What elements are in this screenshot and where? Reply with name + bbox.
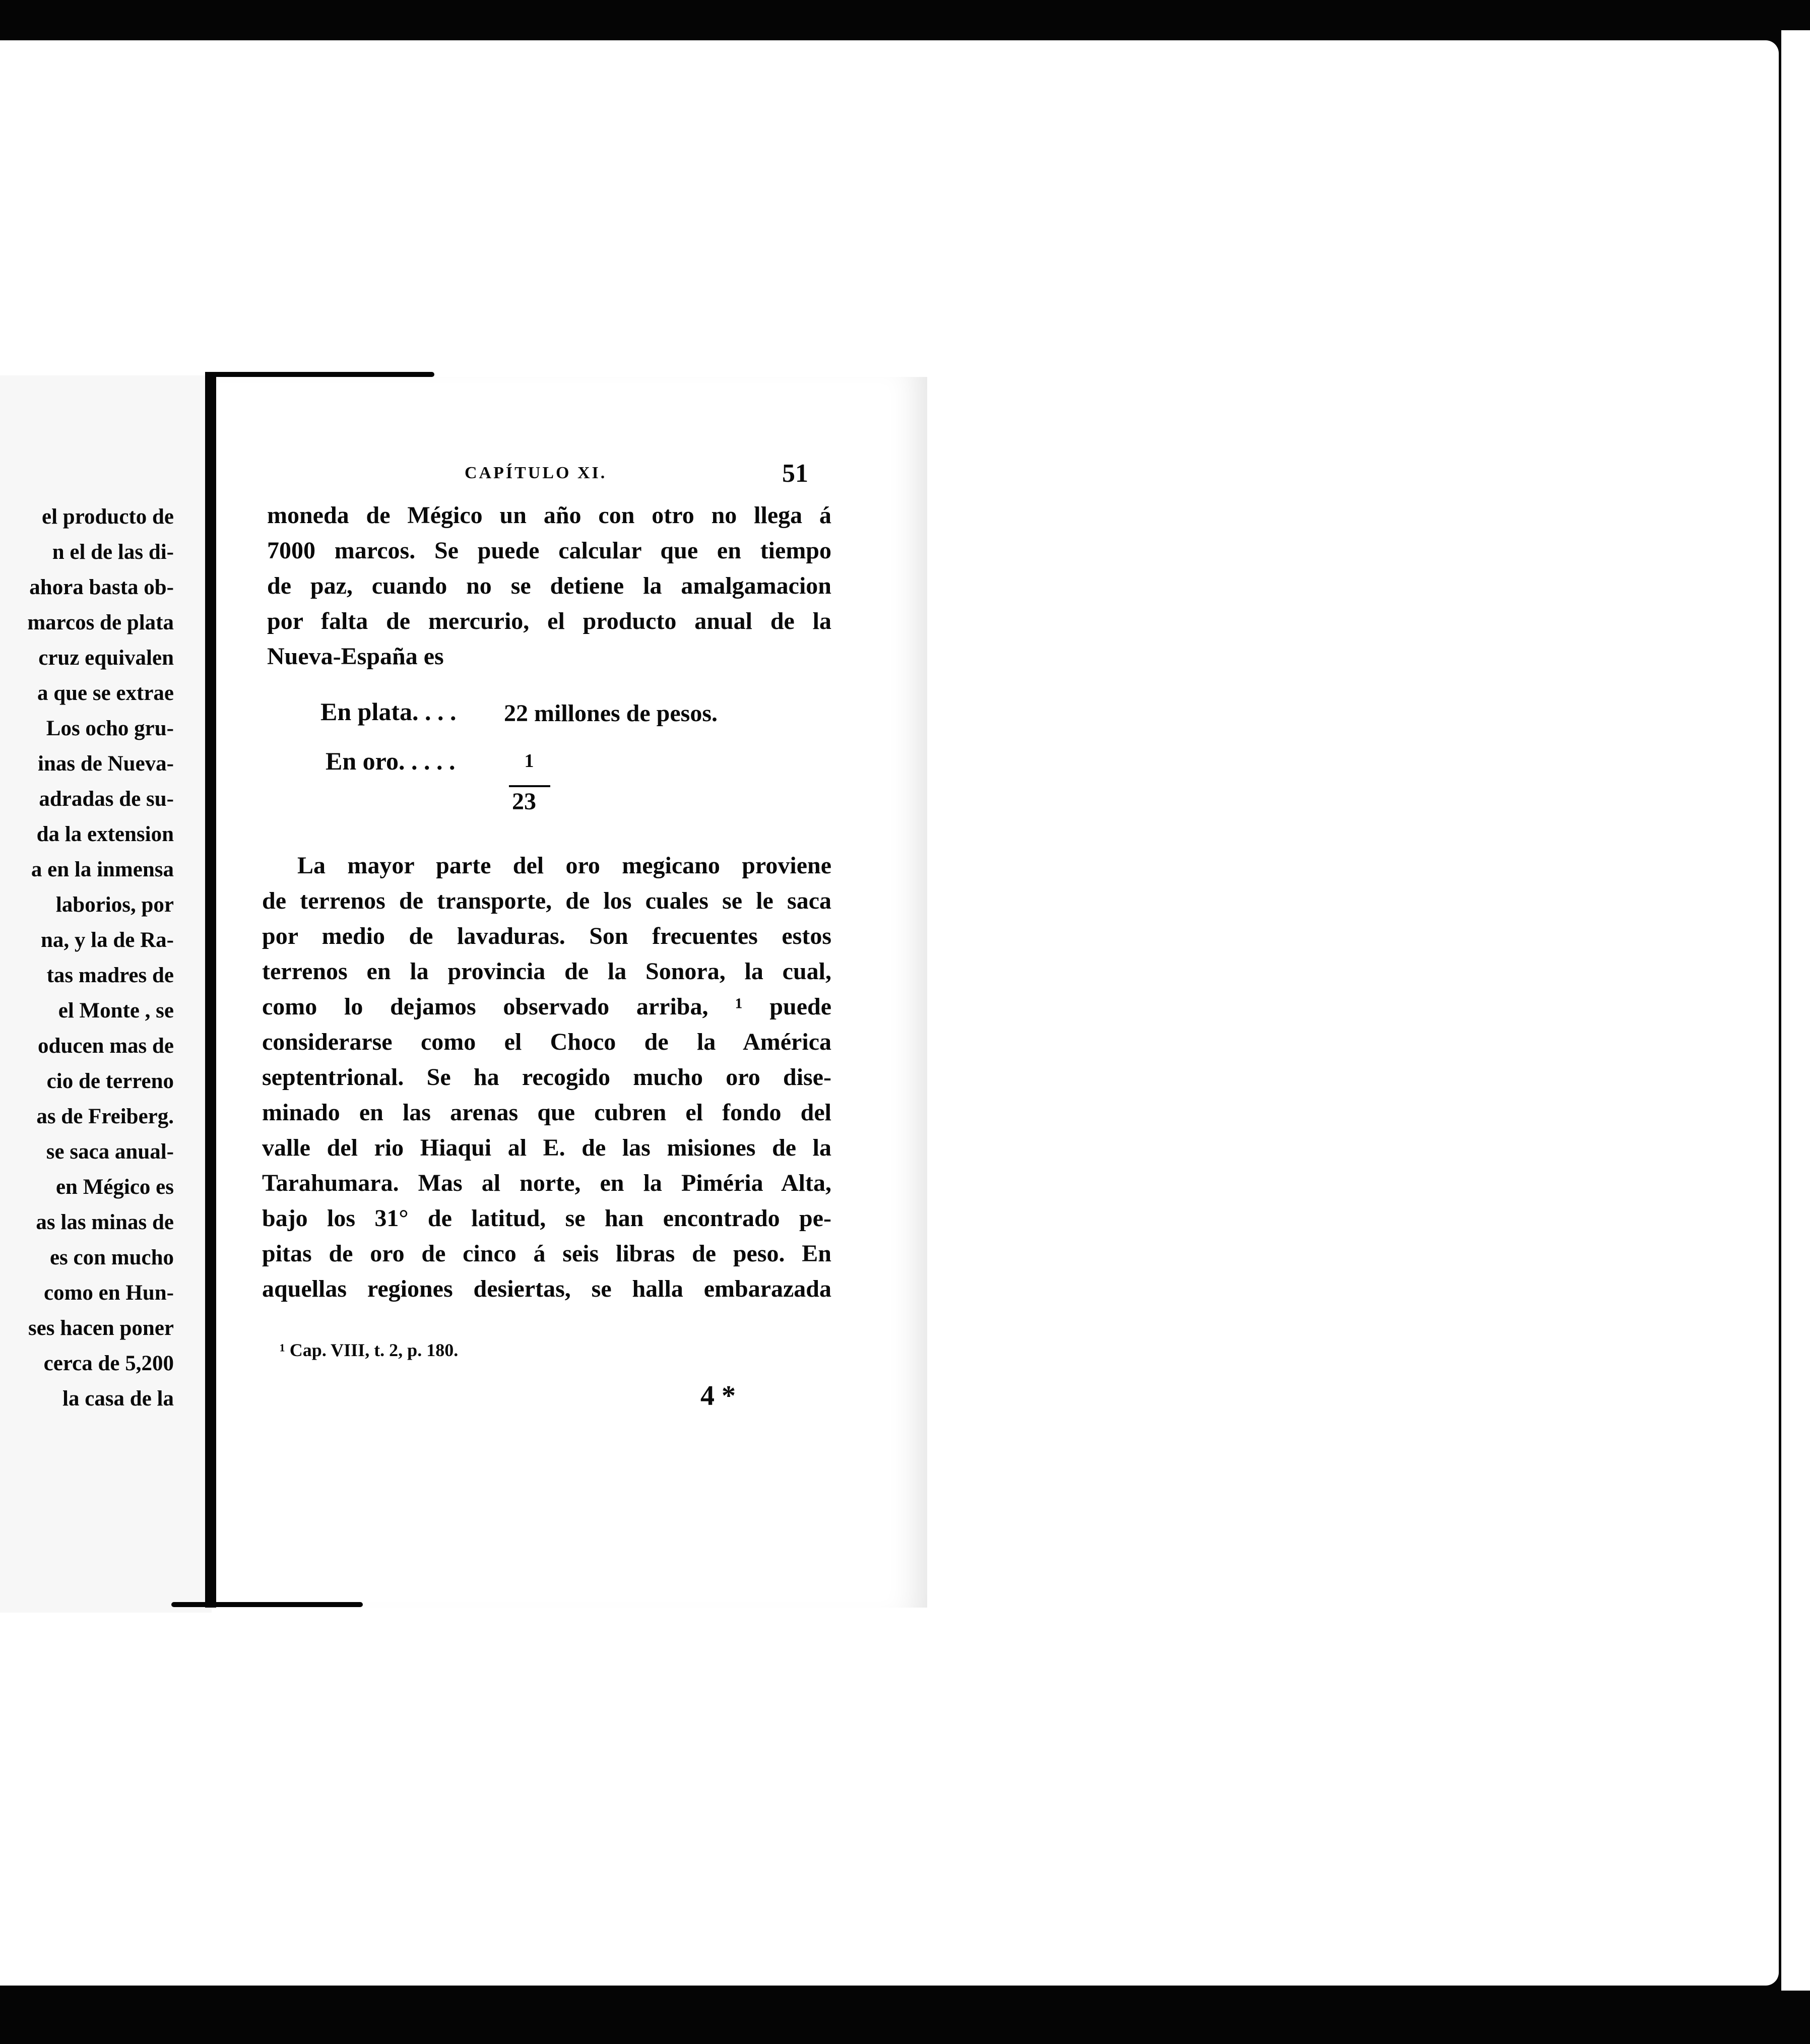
text-line: como lo dejamos observado arriba, ¹ puede <box>262 993 831 1020</box>
left-line: la casa de la <box>62 1387 174 1411</box>
text-line: valle del rio Hiaqui al E. de las misiones de la <box>262 1134 831 1161</box>
left-line: el Monte , se <box>58 999 174 1023</box>
left-line: marcos de plata <box>27 611 174 634</box>
left-line: Los ocho gru- <box>46 717 174 740</box>
left-line: na, y la de Ra- <box>41 928 174 952</box>
text-line: Nueva-España es <box>267 643 444 670</box>
text-line: terrenos en la provincia de la Sonora, la cual, <box>262 958 831 985</box>
left-line: en Mégico es <box>55 1175 174 1199</box>
text-line: minado en las arenas que cubren el fondo del <box>262 1099 831 1126</box>
left-line: cio de terreno <box>46 1069 174 1093</box>
table-row-label: En oro. . . . . <box>326 747 456 775</box>
text-line: La mayor parte del oro megicano proviene <box>297 852 831 879</box>
left-line: da la extension <box>36 822 174 846</box>
left-line: laborios, por <box>55 893 174 917</box>
text-line: de paz, cuando no se detiene la amalgamacion <box>267 572 831 599</box>
gutter-rule-bottom <box>171 1602 363 1607</box>
left-line: oducen mas de <box>38 1034 174 1058</box>
text-line: de terrenos de transporte, de los cuales se le saca <box>262 887 831 914</box>
left-line: como en Hun- <box>44 1281 174 1305</box>
text-line: por medio de lavaduras. Son frecuentes estos <box>262 923 831 949</box>
footnote: ¹ Cap. VIII, t. 2, p. 180. <box>280 1340 459 1360</box>
running-head: CAPÍTULO XI. <box>465 464 607 482</box>
gutter-rule <box>205 373 216 1608</box>
left-line: inas de Nueva- <box>38 752 174 776</box>
left-page-text <box>27 499 174 1417</box>
page-number: 51 <box>782 459 808 488</box>
left-line: cruz equivalen <box>38 646 174 670</box>
scan-edge-strip <box>1781 30 1810 1991</box>
left-line: ses hacen poner <box>28 1316 174 1340</box>
left-line: adradas de su- <box>39 787 174 811</box>
table-row-value: 22 millones de pesos. <box>504 700 718 727</box>
text-line: Tarahumara. Mas al norte, en la Piméria Alta, <box>262 1170 831 1196</box>
left-line: as las minas de <box>36 1210 174 1234</box>
signature-mark: 4 * <box>700 1380 736 1412</box>
left-line: n el de las di- <box>52 540 174 564</box>
left-line: a que se extrae <box>37 681 174 705</box>
left-line: el producto de <box>42 505 174 529</box>
text-line: pitas de oro de cinco á seis libras de peso. En <box>262 1240 831 1267</box>
left-line: as de Freiberg. <box>36 1105 174 1128</box>
text-line: aquellas regiones desiertas, se halla embarazada <box>262 1275 831 1302</box>
gutter-rule-top <box>205 372 434 377</box>
left-line: se saca anual- <box>46 1140 174 1164</box>
text-line: considerarse como el Choco de la América <box>262 1029 831 1055</box>
paragraph-1 <box>267 498 831 674</box>
text-line: moneda de Mégico un año con otro no llega á <box>267 502 831 529</box>
text-line: 7000 marcos. Se puede calcular que en tiempo <box>267 537 831 564</box>
left-line: es con mucho <box>49 1246 174 1269</box>
right-page <box>217 377 927 1608</box>
table-row-label: En plata. . . . <box>320 697 457 726</box>
text-line: por falta de mercurio, el producto anual de la <box>267 608 831 634</box>
left-line: ahora basta ob- <box>29 576 174 599</box>
left-line: cerca de 5,200 <box>43 1352 174 1375</box>
text-line: septentrional. Se ha recogido mucho oro dise- <box>262 1064 831 1091</box>
left-line: tas madres de <box>46 964 174 987</box>
left-line: a en la inmensa <box>31 858 174 881</box>
left-page <box>0 375 212 1613</box>
text-line: bajo los 31° de latitud, se han encontrado pe- <box>262 1205 831 1232</box>
paragraph-2 <box>262 848 831 1307</box>
fraction-bar <box>509 785 550 787</box>
fraction-denominator: 23 <box>512 788 536 815</box>
fraction-numerator: 1 <box>524 750 534 772</box>
